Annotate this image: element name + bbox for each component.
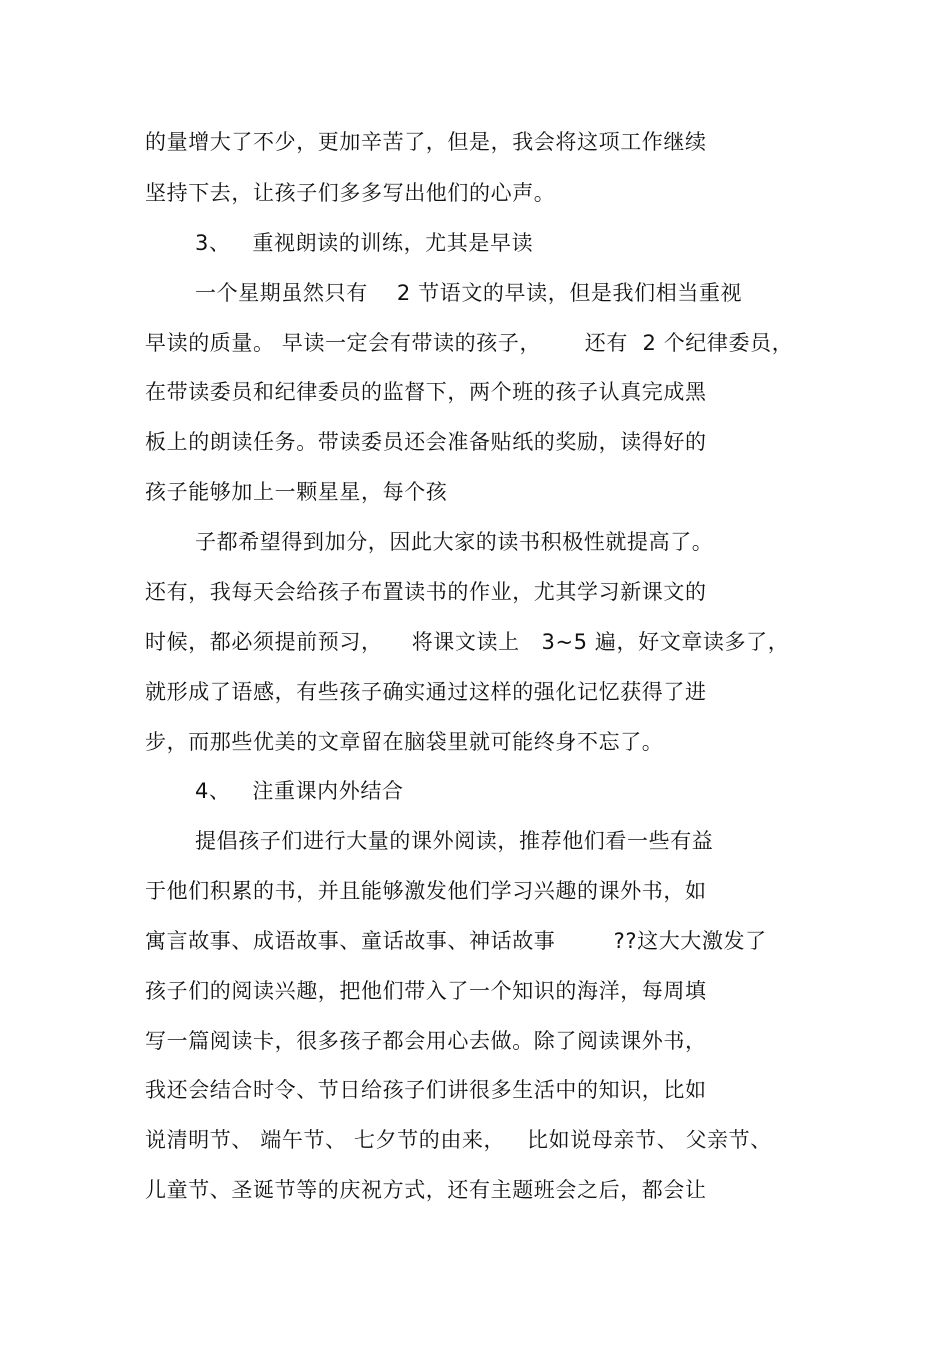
text-line: 早读的质量。 早读一定会有带读的孩子， 还有 2 个纪律委员， [145, 331, 794, 355]
text-line: 写一篇阅读卡，很多孩子都会用心去做。除了阅读课外书， [145, 1029, 707, 1053]
section-heading: 4、 注重课内外结合 [195, 779, 404, 803]
text-line: 我还会结合时令、节日给孩子们讲很多生活中的知识，比如 [145, 1078, 707, 1102]
text-line: 寓言故事、成语故事、童话故事、神话故事 ??这大大激发了 [145, 929, 767, 953]
text-line: 板上的朗读任务。带读委员还会准备贴纸的奖励，读得好的 [145, 430, 707, 454]
text-line: 就形成了语感，有些孩子确实通过这样的强化记忆获得了进 [145, 680, 707, 704]
text-line: 还有，我每天会给孩子布置读书的作业，尤其学习新课文的 [145, 580, 707, 604]
text-line: 坚持下去，让孩子们多多写出他们的心声。 [145, 181, 556, 205]
text-line: 于他们积累的书，并且能够激发他们学习兴趣的课外书，如 [145, 879, 707, 903]
section-heading: 3、 重视朗读的训练，尤其是早读 [195, 231, 534, 255]
text-line: 提倡孩子们进行大量的课外阅读，推荐他们看一些有益 [195, 829, 714, 853]
text-line: 说清明节、 端午节、 七夕节的由来， 比如说母亲节、 父亲节、 [145, 1128, 772, 1152]
text-line: 时候，都必须提前预习， 将课文读上 3~5 遍，好文章读多了， [145, 630, 790, 654]
text-line: 步，而那些优美的文章留在脑袋里就可能终身不忘了。 [145, 730, 664, 754]
text-line: 孩子能够加上一颗星星，每个孩 [145, 480, 448, 504]
text-line: 在带读委员和纪律委员的监督下，两个班的孩子认真完成黑 [145, 380, 707, 404]
text-line: 一个星期虽然只有 2 节语文的早读，但是我们相当重视 [195, 281, 743, 305]
text-line: 孩子们的阅读兴趣，把他们带入了一个知识的海洋，每周填 [145, 979, 707, 1003]
text-line: 子都希望得到加分，因此大家的读书积极性就提高了。 [195, 530, 714, 554]
text-line: 的量增大了不少，更加辛苦了，但是，我会将这项工作继续 [145, 130, 707, 154]
text-line: 儿童节、圣诞节等的庆祝方式，还有主题班会之后，都会让 [145, 1178, 707, 1202]
